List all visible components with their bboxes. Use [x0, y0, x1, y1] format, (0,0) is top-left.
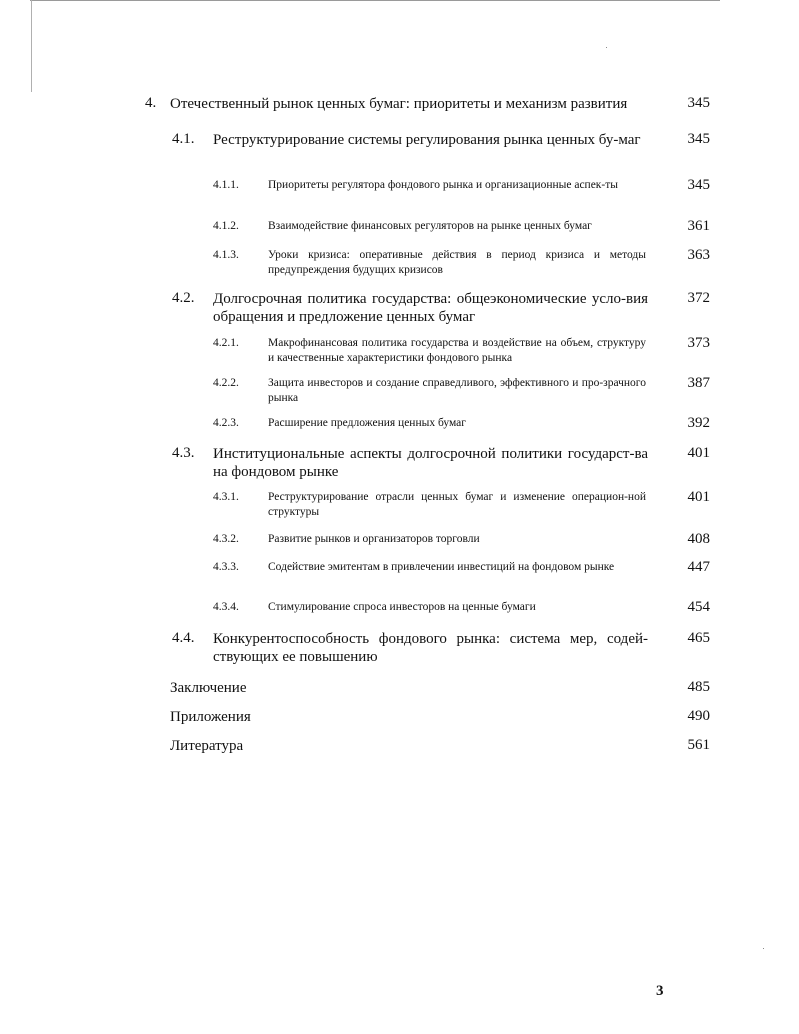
- toc-page: 387: [687, 375, 710, 391]
- toc-title: Приложения: [170, 709, 251, 725]
- toc-number: 4.3.: [172, 445, 195, 461]
- toc-number: 4.3.3.: [213, 561, 239, 573]
- toc-page: 345: [687, 131, 710, 147]
- toc-number: 4.3.2.: [213, 533, 239, 545]
- scan-speck: [763, 948, 764, 949]
- toc-title: Конкурентоспособность фондового рынка: система мер, содей-ствующих ее повышению: [213, 631, 648, 665]
- toc-number: 4.1.3.: [213, 249, 239, 261]
- page-number: 3: [656, 983, 664, 999]
- toc-title: Институциональные аспекты долгосрочной политики государст-ва на фондовом рынке: [213, 446, 648, 480]
- toc-page: 485: [687, 679, 710, 695]
- toc-page: 447: [687, 559, 710, 575]
- toc-number: 4.3.1.: [213, 491, 239, 503]
- scan-edge-left: [31, 0, 32, 92]
- toc-page: 561: [687, 737, 710, 753]
- toc-page: 408: [687, 531, 710, 547]
- toc-title: Содействие эмитентам в привлечении инвестиций на фондовом рынке: [268, 561, 615, 573]
- toc-number: 4.2.1.: [213, 337, 239, 349]
- toc-number: 4.: [145, 95, 157, 111]
- toc-title: Макрофинансовая политика государства и воздействие на объем, структуру и качественные характеристики фондового рынка: [268, 337, 646, 364]
- toc-page: 363: [687, 247, 710, 263]
- toc-number: 4.2.2.: [213, 377, 239, 389]
- toc-page: 454: [687, 599, 710, 615]
- toc-page: 401: [687, 445, 710, 461]
- toc-number: 4.1.: [172, 131, 195, 147]
- toc-title: Уроки кризиса: оперативные действия в период кризиса и методы предупреждения будущих кризисов: [268, 249, 646, 276]
- toc-title: Развитие рынков и организаторов торговли: [268, 533, 480, 545]
- toc-number: 4.3.4.: [213, 601, 239, 613]
- toc-number: 4.4.: [172, 630, 195, 646]
- toc-title: Литература: [170, 738, 244, 754]
- toc-number: 4.2.3.: [213, 417, 239, 429]
- toc-title: Реструктурирование системы регулирования рынка ценных бу-маг: [213, 132, 641, 148]
- toc-title: Защита инвесторов и создание справедливого, эффективного и про-зрачного рынка: [268, 377, 646, 404]
- toc-page: 373: [687, 335, 710, 351]
- toc-number: 4.2.: [172, 290, 195, 306]
- toc-page: 361: [687, 218, 710, 234]
- toc-number: 4.1.2.: [213, 220, 239, 232]
- toc-title: Отечественный рынок ценных бумаг: приоритеты и механизм развития: [170, 96, 628, 112]
- toc-page: 392: [687, 415, 710, 431]
- toc-page: 372: [687, 290, 710, 306]
- toc-page: 490: [687, 708, 710, 724]
- toc-page: 345: [687, 95, 710, 111]
- toc-title: Стимулирование спроса инвесторов на ценные бумаги: [268, 601, 536, 613]
- toc-title: Приоритеты регулятора фондового рынка и организационные аспек-ты: [268, 179, 618, 191]
- toc-title: Долгосрочная политика государства: общеэкономические усло-вия обращения и предложение ценных бумаг: [213, 291, 648, 325]
- scan-edge-top: [30, 0, 720, 3]
- scan-speck: [606, 47, 607, 48]
- toc-title: Расширение предложения ценных бумаг: [268, 417, 466, 429]
- toc-page: 401: [687, 489, 710, 505]
- toc-title: Заключение: [170, 680, 247, 696]
- toc-page: 465: [687, 630, 710, 646]
- toc-title: Реструктурирование отрасли ценных бумаг и изменение операцион-ной структуры: [268, 491, 646, 518]
- toc-number: 4.1.1.: [213, 179, 239, 191]
- toc-page: 345: [687, 177, 710, 193]
- toc-title: Взаимодействие финансовых регуляторов на рынке ценных бумаг: [268, 220, 592, 232]
